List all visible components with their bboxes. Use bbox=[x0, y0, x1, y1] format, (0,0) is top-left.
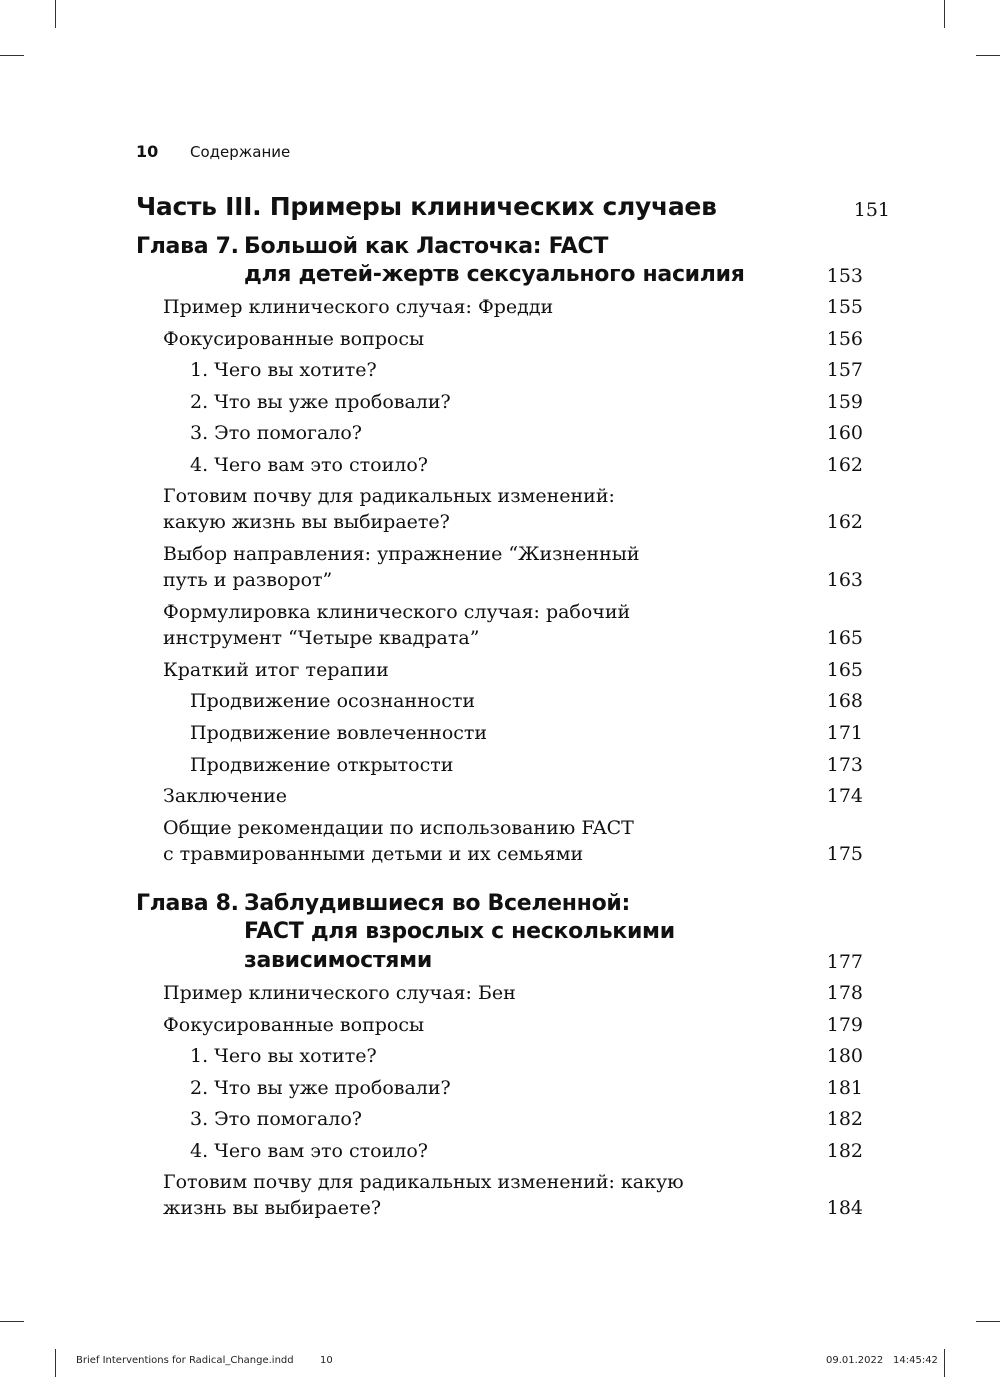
toc-page: 162 bbox=[826, 454, 863, 476]
toc-page: 182 bbox=[826, 1108, 863, 1130]
toc-entry: Заключение bbox=[163, 785, 288, 807]
toc-page: 165 bbox=[826, 659, 863, 681]
crop-mark bbox=[944, 0, 945, 28]
toc-entry: Пример клинического случая: Бен bbox=[163, 982, 516, 1004]
toc-entry-line1: Выбор направления: упражнение “Жизненный bbox=[163, 543, 640, 565]
crop-mark bbox=[976, 1321, 1000, 1322]
chapter-8-page: 177 bbox=[826, 951, 863, 973]
toc-entry: Продвижение открытости bbox=[190, 754, 454, 776]
toc-page: 157 bbox=[826, 359, 863, 381]
toc-page: 162 bbox=[826, 511, 863, 533]
toc-entry: Продвижение вовлеченности bbox=[190, 722, 488, 744]
toc-page: 159 bbox=[826, 391, 863, 413]
toc-entry-line1: Формулировка клинического случая: рабочий bbox=[163, 601, 631, 623]
chapter-7-page: 153 bbox=[826, 265, 863, 287]
part-title: Часть III. Примеры клинических случаев bbox=[136, 192, 717, 221]
toc-page: 173 bbox=[826, 754, 863, 776]
footer-page: 10 bbox=[320, 1355, 333, 1366]
toc-entry: Пример клинического случая: Фредди bbox=[163, 296, 554, 318]
toc-page: 163 bbox=[826, 569, 863, 591]
toc-page: 179 bbox=[826, 1014, 863, 1036]
toc-page: 175 bbox=[826, 843, 863, 865]
toc-entry-line2: какую жизнь вы выбираете? bbox=[163, 511, 450, 533]
toc-entry-line1: Общие рекомендации по использованию FACT bbox=[163, 817, 634, 839]
toc-page: 165 bbox=[826, 627, 863, 649]
toc-entry: 2. Что вы уже пробовали? bbox=[190, 391, 451, 413]
toc-page: 156 bbox=[826, 328, 863, 350]
crop-mark bbox=[55, 1349, 56, 1377]
toc-entry: 2. Что вы уже пробовали? bbox=[190, 1077, 451, 1099]
toc-page: 180 bbox=[826, 1045, 863, 1067]
toc-entry: 1. Чего вы хотите? bbox=[190, 359, 377, 381]
toc-entry: 1. Чего вы хотите? bbox=[190, 1045, 377, 1067]
toc-page: 178 bbox=[826, 982, 863, 1004]
toc-page: 168 bbox=[826, 690, 863, 712]
toc-entry-line2: инструмент “Четыре квадрата” bbox=[163, 627, 480, 649]
chapter-8-title-line1: Заблудившиеся во Вселенной: bbox=[244, 891, 631, 916]
chapter-8-label: Глава 8. bbox=[136, 891, 239, 916]
toc-page: 182 bbox=[826, 1140, 863, 1162]
running-title: Содержание bbox=[190, 143, 291, 161]
toc-entry: 4. Чего вам это стоило? bbox=[190, 454, 428, 476]
toc-page: 174 bbox=[826, 785, 863, 807]
toc-entry-line2: путь и разворот” bbox=[163, 569, 333, 591]
chapter-7-title-line2: для детей-жертв сексуального насилия bbox=[244, 262, 745, 287]
crop-mark bbox=[0, 55, 24, 56]
crop-mark bbox=[55, 0, 56, 28]
part-page: 151 bbox=[853, 199, 890, 221]
toc-entry-line2: жизнь вы выбираете? bbox=[163, 1197, 382, 1219]
toc-entry: 3. Это помогало? bbox=[190, 1108, 362, 1130]
footer-time: 14:45:42 bbox=[893, 1355, 938, 1366]
toc-entry: Фокусированные вопросы bbox=[163, 1014, 425, 1036]
page-number: 10 bbox=[136, 142, 159, 161]
chapter-7-label: Глава 7. bbox=[136, 234, 239, 259]
toc-entry: Фокусированные вопросы bbox=[163, 328, 425, 350]
crop-mark bbox=[976, 55, 1000, 56]
toc-entry: Продвижение осознанности bbox=[190, 690, 476, 712]
toc-page: 181 bbox=[826, 1077, 863, 1099]
footer-file: Brief Interventions for Radical_Change.indd bbox=[76, 1355, 294, 1366]
toc-entry-line1: Готовим почву для радикальных изменений: какую bbox=[163, 1171, 684, 1193]
chapter-8-title-line3: зависимостями bbox=[244, 948, 432, 973]
toc-entry-line1: Готовим почву для радикальных изменений: bbox=[163, 485, 615, 507]
crop-mark bbox=[0, 1321, 24, 1322]
toc-entry: 3. Это помогало? bbox=[190, 422, 362, 444]
crop-mark bbox=[944, 1349, 945, 1377]
toc-entry: Краткий итог терапии bbox=[163, 659, 389, 681]
toc-entry: 4. Чего вам это стоило? bbox=[190, 1140, 428, 1162]
footer-date: 09.01.2022 bbox=[826, 1355, 884, 1366]
toc-page: 160 bbox=[826, 422, 863, 444]
toc-entry-line2: с травмированными детьми и их семьями bbox=[163, 843, 584, 865]
chapter-8-title-line2: FACT для взрослых с несколькими bbox=[244, 919, 675, 944]
chapter-7-title-line1: Большой как Ласточка: FACT bbox=[244, 234, 609, 259]
toc-page: 171 bbox=[826, 722, 863, 744]
toc-page: 184 bbox=[826, 1197, 863, 1219]
toc-page: 155 bbox=[826, 296, 863, 318]
